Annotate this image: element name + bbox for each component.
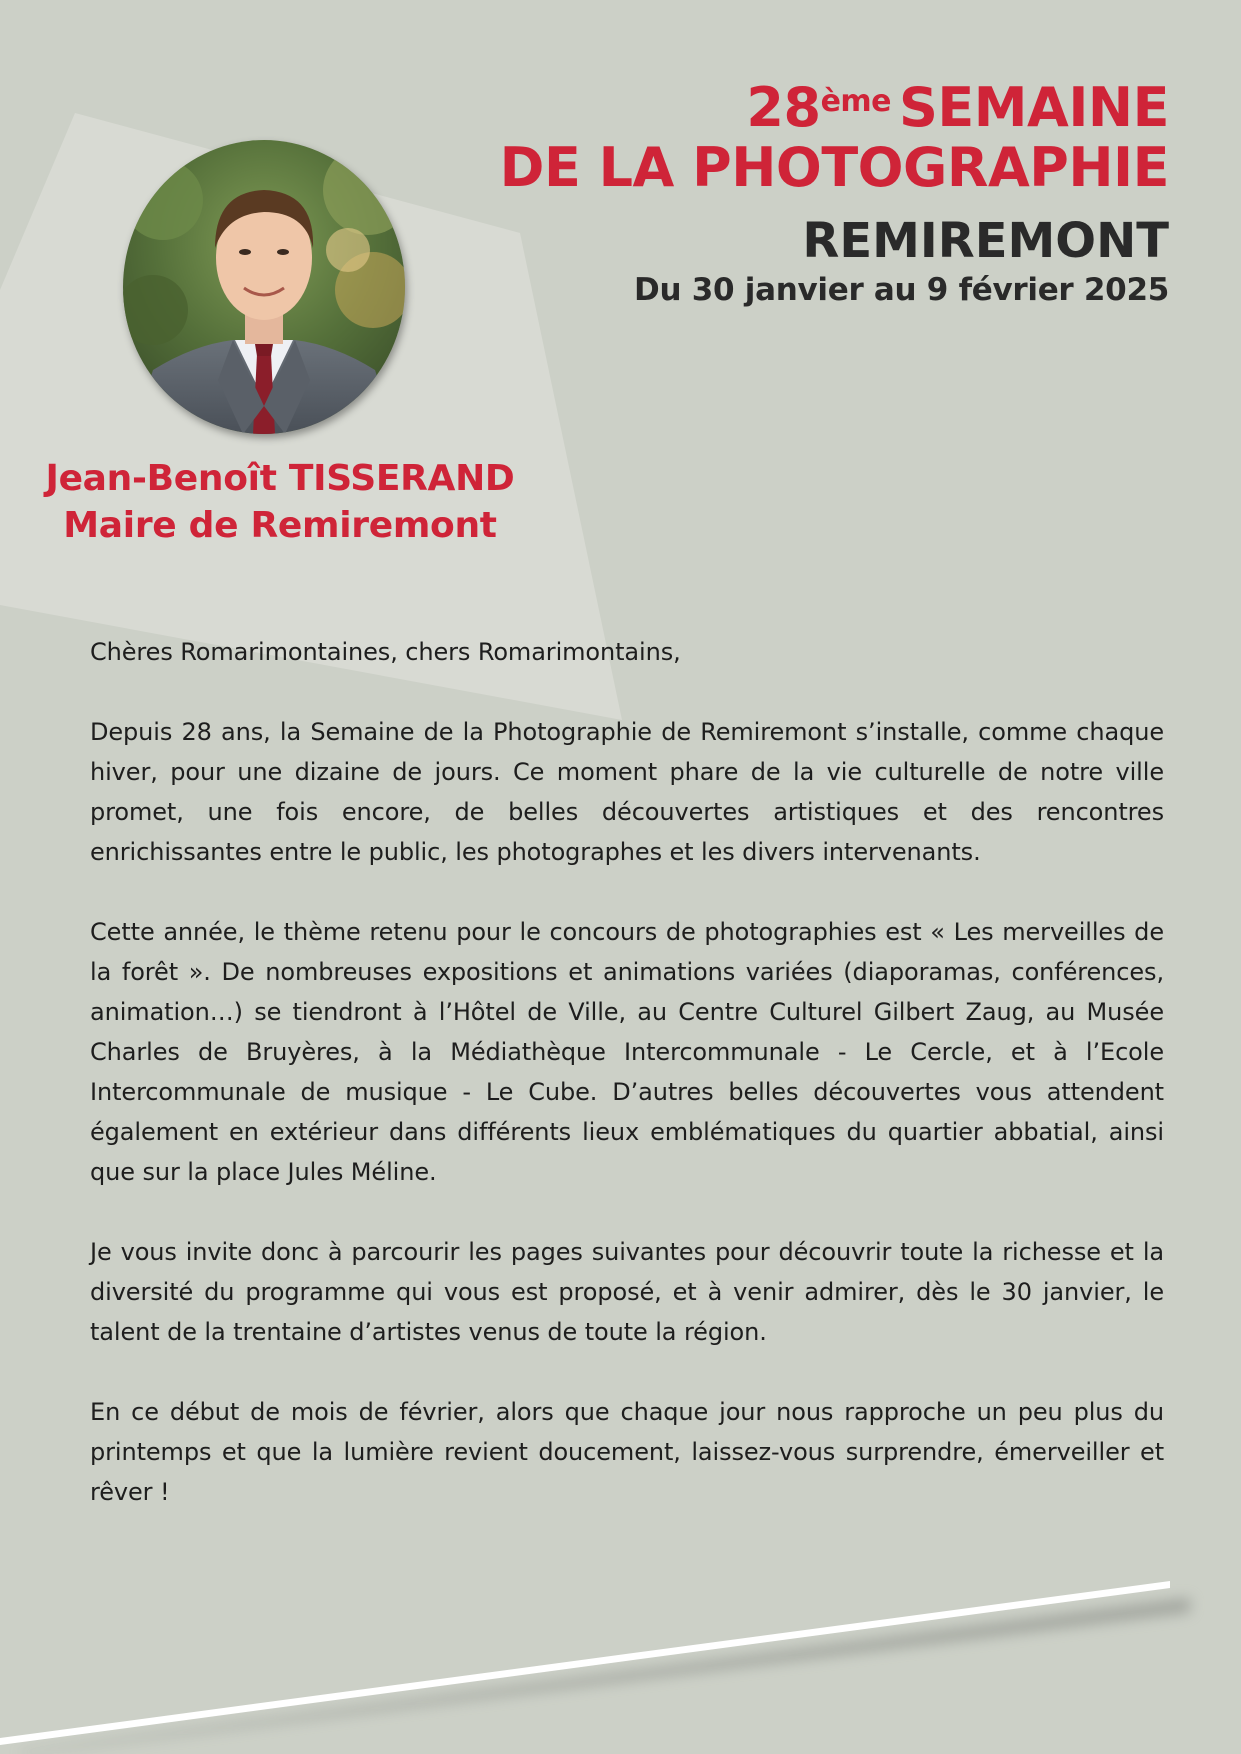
event-title-line1 [369,78,1169,138]
event-title-block [369,78,1169,310]
edition-suffix: ème [820,84,892,119]
letter-greeting: Chères Romarimontaines, chers Romarimontains, [90,638,681,666]
event-dates: Du 30 janvier au 9 février 2025 [634,272,1169,308]
bottom-line-shadow [20,1598,1190,1754]
letter-paragraph: En ce début de mois de février, alors que chaque jour nous rapproche un peu plus du printemps et que la lumière revient doucement, laissez-vous surprendre, émerveiller et rêver ! [90,1398,1164,1506]
letter-paragraph: Je vous invite donc à parcourir les pages suivantes pour découvrir toute la richesse et la diversité du programme qui vous est proposé, et à venir admirer, dès le 30 janvier, le talent de la trentaine d’artistes venus de toute la région. [90,1238,1164,1346]
bottom-white-line [0,1581,1170,1745]
author-name: Jean-Benoît TISSERAND [45,458,515,499]
letter-paragraph: Cette année, le thème retenu pour le concours de photographies est « Les merveilles de la forêt ». De nombreuses expositions et animations variées (diaporamas, conférences, animation…) se tiendront à l’Hôtel de Ville, au Centre Culturel Gilbert Zaug, au Musée Charles de Bruyères, à la Médiathèque Intercommunale - Le Cercle, et à l’Ecole Intercommunale de musique - Le Cube. D’autres belles découvertes vous attendent également en extérieur dans différents lieux emblématiques du quartier abbatial, ainsi que sur la place Jules Méline. [90,918,1164,1186]
mayor-portrait [123,140,405,434]
event-city: REMIREMONT [802,213,1169,269]
letter-body [90,632,1164,1512]
letter-paragraph: Depuis 28 ans, la Semaine de la Photographie de Remiremont s’installe, comme chaque hiver, pour une dizaine de jours. Ce moment phare de la vie culturelle de notre ville promet, une fois encore, de belles découvertes artistiques et des rencontres enrichissantes entre le public, les photographes et les divers intervenants. [90,718,1164,866]
author-block [40,455,520,549]
edition-number: 28 [746,76,821,139]
author-role: Maire de Remiremont [63,505,497,546]
event-title-line2: DE LA PHOTOGRAPHIE [499,136,1169,199]
event-title-word: SEMAINE [899,76,1169,139]
